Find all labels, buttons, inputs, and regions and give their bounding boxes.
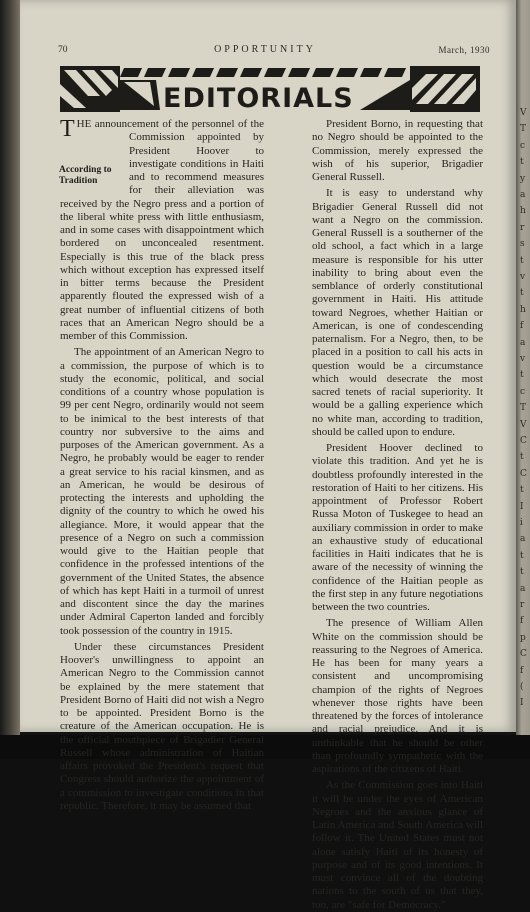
running-title: OPPORTUNITY — [214, 44, 316, 55]
binding-edge — [0, 0, 20, 735]
facing-page-char: t — [520, 550, 524, 561]
facing-page-char: T — [520, 124, 527, 135]
facing-page-char: V — [520, 419, 527, 430]
paragraph: The appointment of an American Negro to a commission, the purpose of which is to study the economic, political, and social conditions of a country whose population is 99 per cent Negro, ordinarily would not seem to be inimical to the best interests of that country nor subversive to the aims and purposes of the American government. As a Negro, he probably would be eager to render a great service to his racial kinsmen, and as an American, he would be desirous of protecting the interests and upholding the dignity of the country to which he owed his allegiance. More, it would appear that the presence of a Negro on such a commission would give to the Haitian people that confidence in the professed intentions of the government of the United States, the absence of which has kept Haiti in a turmoil of unrest and discontent since the day the marines under Admiral Caperton landed and forcibly took possession of the country in 1915. — [60, 346, 264, 637]
banner-left-sweep — [120, 80, 160, 110]
facing-page-char: a — [520, 337, 526, 348]
editorials-banner — [60, 66, 480, 112]
paragraph: Under these circumstances President Hoover's unwillingness to appoint an American Negro to the Commission cannot be explained by the mere statement that President Borno of Haiti did not wish a Negro to be appointed. President Borno is the creature of the American occupation. He is the official mouthpiece of Brigadier General Russell whose administration of Haitian affairs provoked the President's request that Congress should authorize the appointment of a commission to investigate conditions in that republic. Therefore, it may be assumed that — [60, 640, 264, 812]
facing-page-char: r — [520, 222, 525, 233]
facing-page-char: t — [520, 485, 524, 496]
facing-page-char: t — [520, 255, 524, 266]
facing-page-char: t — [520, 370, 524, 381]
facing-page-char: t — [520, 452, 524, 463]
facing-page-char: v — [520, 272, 526, 282]
facing-page-char: i — [520, 518, 523, 528]
facing-page-char: f — [520, 665, 524, 676]
facing-page-char: c — [520, 140, 526, 151]
facing-page-char: t — [520, 567, 524, 578]
facing-page-char: T — [520, 403, 527, 414]
facing-page-char: a — [520, 583, 526, 594]
facing-page-char: c — [520, 386, 526, 397]
facing-page-char: V — [520, 108, 527, 118]
paragraph: As the Commission goes into Haiti it will be under the eyes of American Negroes and the anxious glance of Latin America and South America will follow it. The United States must not alone satisfy Haiti of its honesty of purpose and of its good intentions. It must convince all of the doubting nations to the south of us that they, too, are "safe for Democracy." — [312, 779, 483, 911]
drop-cap: T — [60, 116, 75, 142]
facing-page-char: t — [520, 288, 524, 299]
facing-page-char: h — [520, 206, 526, 217]
facing-page-char: a — [520, 534, 526, 545]
facing-page-char: I — [520, 698, 524, 709]
facing-page-char: ( — [520, 682, 524, 692]
facing-page-char: I — [520, 501, 524, 512]
facing-page-char: v — [520, 354, 526, 364]
banner-left-chevrons — [60, 66, 120, 112]
facing-page-char: r — [520, 600, 525, 610]
banner-dash-row — [120, 68, 406, 77]
left-paragraphs — [60, 118, 264, 813]
paragraph: President Borno, in requesting that no Negro should be appointed to the Commission, merely expressed the wish of his superior, Brigadier General Russell. — [312, 118, 483, 183]
article-column-left — [60, 118, 264, 813]
paragraph: HE announcement of the personnel of the Commission appointed by President Hoover to investigate conditions in Haiti and to recommend measures for their alleviation was received by the Negro press and a portion of the liberal white press with little enthusiasm, and in some cases with disappointment which bordered on unconcealed resentment. Especially is this true of the black press which without exception has expressed itself in bitter terms because the President apparently flouted the expressed wish of a great number of influential citizens of both races that an American Negro should be a member of this Commission. — [60, 118, 264, 342]
paragraph: President Hoover declined to violate this tradition. And yet he is doubtless profoundly interested in the restoration of Haiti to her citizens. His appointment of Professor Robert Russa Moton of Tuskegee to head an auxiliary commission in order to make an exhaustive study of educational facilities in Haiti indicates that he is aware of the necessity of winning the confidence of the Haitian people as the first step in any future negotiations between the two countries. — [312, 442, 483, 613]
banner-title: EDITORIALS — [163, 83, 354, 114]
facing-page-char: f — [520, 616, 524, 627]
facing-page-char: f — [520, 321, 524, 332]
running-date: March, 1930 — [438, 45, 490, 55]
facing-page-char: C — [520, 649, 527, 660]
article-column-right — [312, 118, 483, 912]
facing-page-char: C — [520, 468, 527, 479]
page-number: 70 — [58, 45, 68, 55]
facing-page-char: s — [520, 239, 525, 250]
margin-heading: According to Tradition — [59, 165, 112, 186]
facing-page-char: C — [520, 436, 527, 446]
right-paragraphs — [312, 118, 483, 912]
facing-page-char: y — [520, 173, 526, 184]
paragraph: It is easy to understand why Brigadier General Russell did not want a Negro on the commission. General Russell is a southerner of the old school, a fact which in a large measure is responsible for his utter inability to bring about even the semblance of orderly constitutional government in Haiti. His attitude toward Negroes, whether Haitian or American, is one of condescending paternalism. For a Negro, then, to be placed in a position to call his acts in question would be a circumstance which would desecrate the most sacred tenets of racial superiority. It would be a galling experience which no white man, according to tradition, should be called upon to endure. — [312, 187, 483, 438]
paragraph: The presence of William Allen White on the commission should be reassuring to the Negroes of America. He has been for many years a consistent and uncompromising champion of the rights of Negroes whenever those rights have been threatened by the forces of intolerance and racial prejudice. And it is unthinkable that he should be other than profoundly sympathetic with the aspirations of the citizens of Haiti. — [312, 617, 483, 775]
facing-page-char: h — [520, 304, 526, 315]
facing-page-char: a — [520, 190, 526, 200]
facing-page-char: t — [520, 157, 524, 168]
facing-page-char: p — [520, 632, 526, 643]
